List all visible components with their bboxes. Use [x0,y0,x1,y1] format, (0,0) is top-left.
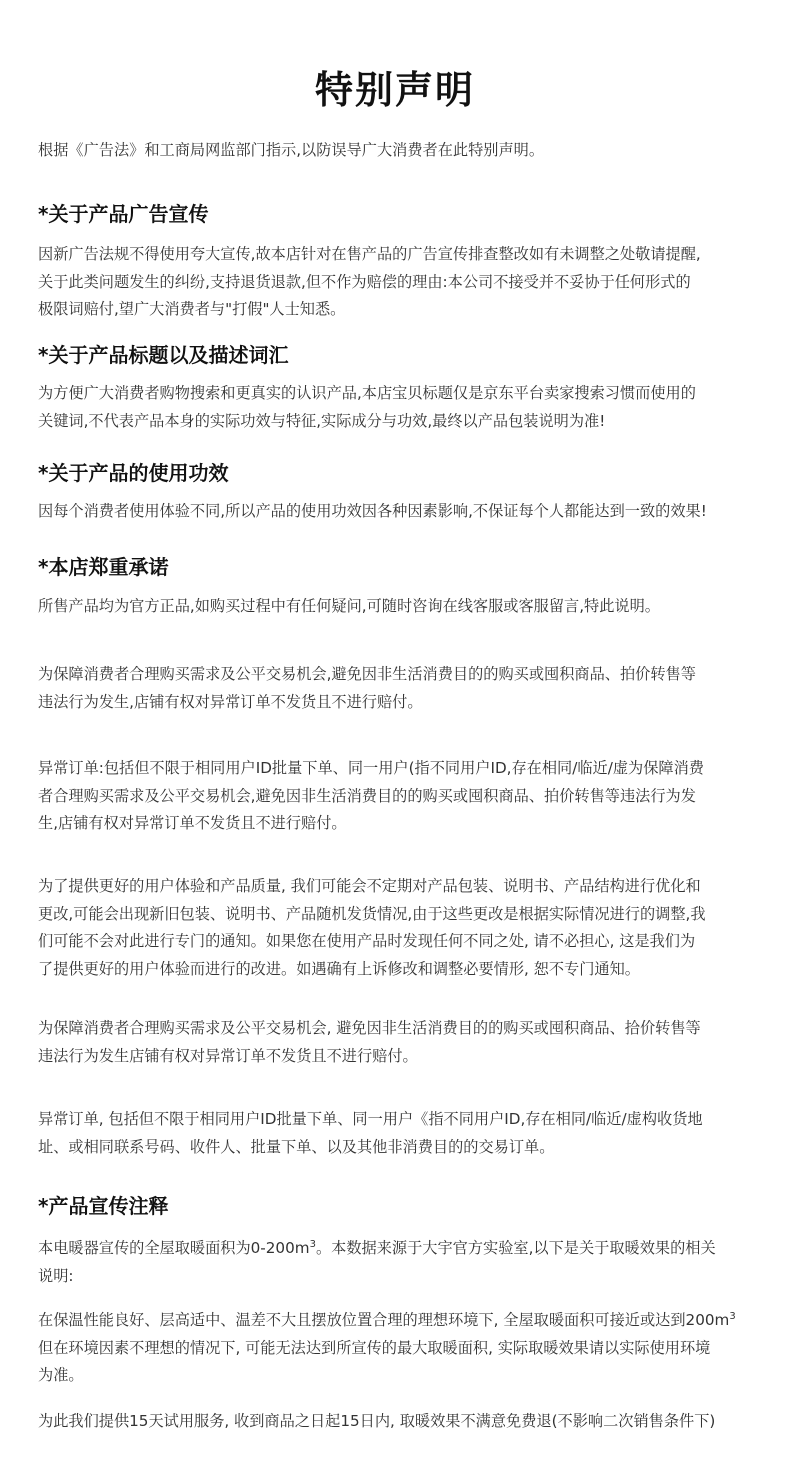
text-line: 更改,可能会出现新旧包装、说明书、产品随机发货情况,由于这些更改是根据实际情况进行的调整,我 [38,904,706,923]
section-body-title-words [38,380,780,435]
page-title: 特别声明 [314,68,475,112]
text-segment: 在保温性能良好、层高适中、温差不大且摆放位置合理的理想环境下, 全屋取暖面积可接近或达到200m [38,1311,730,1329]
text-line: 为准。 [38,1366,84,1385]
section-body-advertising [38,241,780,324]
text-line: 为了提供更好的用户体验和产品质量, 我们可能会不定期对产品包装、说明书、产品结构进行优化和 [38,877,701,895]
text-line: 说明: [38,1266,74,1285]
text-line: 生,店铺有权对异常订单不发货且不进行赔付。 [38,814,347,833]
section-heading-title-words: *关于产品标题以及描述词汇 [38,343,289,367]
section-heading-promo-notes: *产品宣传注释 [38,1194,169,1218]
intro-text [38,137,780,165]
text-line: 但在环境因素不理想的情况下, 可能无法达到所宣传的最大取暖面积, 实际取暖效果请以实际使用环境 [38,1338,711,1357]
text-line: 为保障消费者合理购买需求及公平交易机会,避免因非生活消费目的的购买或囤积商品、拍价转售等 [38,665,696,683]
text-line: 为保障消费者合理购买需求及公平交易机会, 避免因非生活消费目的的购买或囤积商品、拾价转售等 [38,1019,701,1037]
text-line: 所售产品均为官方正品,如购买过程中有任何疑问,可随时咨询在线客服或客服留言,特此说明。 [38,597,660,615]
superscript: 3 [309,1238,316,1250]
text-line: 了提供更好的用户体验而进行的改进。如遇确有上诉修改和调整必要情形, 恕不专门通知。 [38,959,640,978]
text-line: 关键词,不代表产品本身的实际功效与特征,实际成分与功效,最终以产品包装说明为准! [38,411,606,430]
text-line: 因新广告法规不得使用夸大宣传,故本店针对在售产品的广告宣传排查整改如有未调整之处敬请提醒, [38,245,701,263]
text-line [38,1307,780,1335]
section-body-promise [38,593,780,621]
intro-line: 根据《广告法》和工商局网监部门指示,以防误导广大消费者在此特别声明。 [38,141,545,159]
text-line: 异常订单:包括但不限于相同用户ID批量下单、同一用户(指不同用户ID,存在相同/临近/虚为保障消费 [38,759,704,777]
text-line: 异常订单, 包括但不限于相同用户ID批量下单、同一用户《指不同用户ID,存在相同/临近/虚构收货地 [38,1110,703,1128]
text-line: 址、或相同联系号码、收件人、批量下单、以及其他非消费目的的交易订单。 [38,1137,555,1156]
section-heading-promise: *本店郑重承诺 [38,555,169,579]
text-line: 们可能不会对此进行专门的通知。如果您在使用产品时发现任何不同之处, 请不必担心, 这是我们为 [38,932,696,951]
paragraph-abnormal-orders-2 [38,1106,780,1161]
text-segment: 。本数据来源于大宇官方实验室,以下是关于取暖效果的相关 [315,1239,716,1257]
text-line: 违法行为发生,店铺有权对异常订单不发货且不进行赔付。 [38,692,423,711]
text-line: 者合理购买需求及公平交易机会,避免因非生活消费目的的购买或囤积商品、拍价转售等违法行为发 [38,786,696,805]
text-line: 为此我们提供15天试用服务, 收到商品之日起15日内, 取暖效果不满意免费退(不影响二次销售条件下) [38,1412,716,1430]
section-heading-efficacy: *关于产品的使用功效 [38,461,229,485]
text-segment: 本电暖器宣传的全屋取暖面积为0-200m [38,1239,310,1257]
paragraph-abnormal-orders [38,755,780,838]
section-heading-advertising: *关于产品广告宣传 [38,202,209,226]
text-line: 因每个消费者使用体验不同,所以产品的使用功效因各种因素影响,不保证每个人都能达到一致的效果! [38,502,707,520]
text-line: 违法行为发生店铺有权对异常订单不发货且不进行赔付。 [38,1046,418,1065]
paragraph-packaging-changes [38,873,780,983]
text-line: 关于此类问题发生的纠纷,支持退货退款,但不作为赔偿的理由:本公司不接受并不妥协于任何形式的 [38,272,691,291]
text-line [38,1235,780,1263]
superscript: 3 [729,1310,736,1322]
text-line: 为方便广大消费者购物搜索和更真实的认识产品,本店宝贝标题仅是京东平台卖家搜索习惯而使用的 [38,384,696,402]
section-body-efficacy [38,498,780,526]
promo-paragraph-area [38,1235,780,1290]
promo-paragraph-ideal-environment [38,1307,780,1390]
paragraph-purchase-policy-2 [38,1015,780,1070]
text-line: 极限词赔付,望广大消费者与"打假"人士知悉。 [38,300,346,319]
paragraph-purchase-policy [38,661,780,716]
promo-paragraph-trial [38,1408,780,1436]
